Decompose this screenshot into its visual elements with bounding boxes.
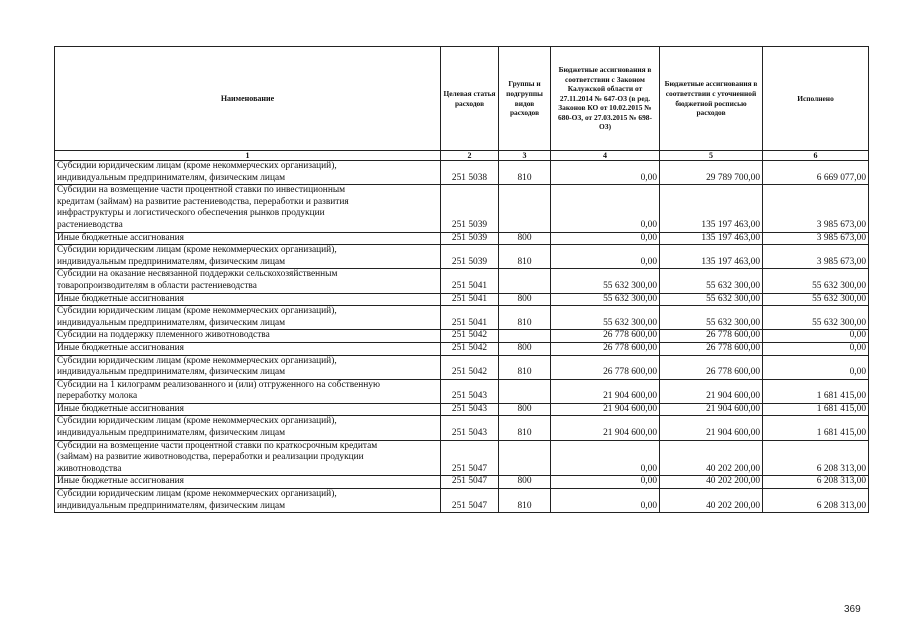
row-target-article: 251 5042 xyxy=(441,330,499,343)
row-name-line: кредитам (займам) на развитие растениеводства, переработки и развития xyxy=(57,196,349,207)
header-expense-groups: Группы и подгруппы видов расходов xyxy=(499,47,551,151)
table-row xyxy=(55,269,869,293)
row-name xyxy=(55,185,441,232)
row-expense-group: 800 xyxy=(499,232,551,245)
row-name xyxy=(55,379,441,403)
row-name xyxy=(55,293,441,306)
row-name xyxy=(55,440,441,476)
row-name xyxy=(55,245,441,269)
row-law-amount: 21 904 600,00 xyxy=(551,416,660,440)
header-name: Наименование xyxy=(55,47,441,151)
table-row xyxy=(55,355,869,379)
row-refined-amount: 26 778 600,00 xyxy=(660,355,763,379)
row-target-article: 251 5041 xyxy=(441,293,499,306)
row-executed-amount: 1 681 415,00 xyxy=(763,379,869,403)
table-row xyxy=(55,330,869,343)
row-refined-amount: 55 632 300,00 xyxy=(660,293,763,306)
row-name-line: Иные бюджетные ассигнования xyxy=(57,342,184,353)
row-name-line: индивидуальным предпринимателям, физическим лицам xyxy=(57,172,286,183)
column-number: 1 xyxy=(55,151,441,161)
header-refined-allocations: Бюджетные ассигнования в соответствии с уточненной бюджетной росписью расходов xyxy=(660,47,763,151)
row-law-amount: 55 632 300,00 xyxy=(551,293,660,306)
row-expense-group xyxy=(499,269,551,293)
row-name-line: Иные бюджетные ассигнования xyxy=(57,403,184,414)
row-target-article: 251 5039 xyxy=(441,185,499,232)
budget-table xyxy=(54,46,869,513)
row-executed-amount: 55 632 300,00 xyxy=(763,269,869,293)
row-executed-amount: 55 632 300,00 xyxy=(763,306,869,330)
row-name-line: животноводства xyxy=(57,463,122,474)
row-law-amount: 0,00 xyxy=(551,489,660,513)
row-law-amount: 0,00 xyxy=(551,185,660,232)
row-target-article: 251 5042 xyxy=(441,342,499,355)
row-target-article: 251 5042 xyxy=(441,355,499,379)
row-executed-amount: 3 985 673,00 xyxy=(763,185,869,232)
row-law-amount: 21 904 600,00 xyxy=(551,403,660,416)
row-refined-amount: 55 632 300,00 xyxy=(660,269,763,293)
row-law-amount: 0,00 xyxy=(551,232,660,245)
row-name-line: Субсидии юридическим лицам (кроме некоммерческих организаций), xyxy=(57,306,337,317)
row-refined-amount: 135 197 463,00 xyxy=(660,232,763,245)
column-number: 2 xyxy=(441,151,499,161)
budget-page xyxy=(54,46,868,513)
table-row xyxy=(55,416,869,440)
row-refined-amount: 40 202 200,00 xyxy=(660,489,763,513)
row-executed-amount: 6 208 313,00 xyxy=(763,440,869,476)
row-name-line: Субсидии на 1 килограмм реализованного и (или) отгруженного на собственную xyxy=(57,379,380,390)
row-name xyxy=(55,269,441,293)
row-refined-amount: 55 632 300,00 xyxy=(660,306,763,330)
column-number: 4 xyxy=(551,151,660,161)
row-target-article: 251 5041 xyxy=(441,306,499,330)
row-executed-amount: 0,00 xyxy=(763,330,869,343)
row-name xyxy=(55,489,441,513)
row-name-line: инфраструктуры и логистического обеспечения рынков продукции xyxy=(57,208,325,219)
row-name-line: Субсидии юридическим лицам (кроме некоммерческих организаций), xyxy=(57,416,337,427)
row-refined-amount: 26 778 600,00 xyxy=(660,330,763,343)
row-expense-group: 810 xyxy=(499,306,551,330)
row-name-line: индивидуальным предпринимателям, физическим лицам xyxy=(57,500,286,511)
row-name-line: Субсидии юридическим лицам (кроме некоммерческих организаций), xyxy=(57,161,337,171)
table-row xyxy=(55,403,869,416)
row-expense-group xyxy=(499,440,551,476)
row-name-line: Субсидии на оказание несвязанной поддержки сельскохозяйственным xyxy=(57,269,338,280)
header-executed: Исполнено xyxy=(763,47,869,151)
row-expense-group: 800 xyxy=(499,293,551,306)
row-name-line: Субсидии на поддержку племенного животноводства xyxy=(57,330,270,341)
row-name xyxy=(55,476,441,489)
row-executed-amount: 1 681 415,00 xyxy=(763,403,869,416)
row-law-amount: 26 778 600,00 xyxy=(551,330,660,343)
table-row xyxy=(55,476,869,489)
row-name xyxy=(55,403,441,416)
column-number-row xyxy=(55,151,869,161)
table-row xyxy=(55,306,869,330)
row-refined-amount: 135 197 463,00 xyxy=(660,245,763,269)
row-name xyxy=(55,306,441,330)
row-name-line: растениеводства xyxy=(57,219,123,230)
row-expense-group xyxy=(499,185,551,232)
table-body xyxy=(55,161,869,513)
row-law-amount: 26 778 600,00 xyxy=(551,342,660,355)
row-executed-amount: 3 985 673,00 xyxy=(763,232,869,245)
row-name-line: (займам) на развитие животноводства, переработки и реализации продукции xyxy=(57,452,364,463)
table-row xyxy=(55,245,869,269)
table-row xyxy=(55,342,869,355)
row-name-line: Субсидии юридическим лицам (кроме некоммерческих организаций), xyxy=(57,489,337,500)
table-row xyxy=(55,293,869,306)
row-target-article: 251 5047 xyxy=(441,476,499,489)
row-name-line: переработку молока xyxy=(57,391,138,402)
page-number: 369 xyxy=(844,604,861,615)
row-executed-amount: 6 669 077,00 xyxy=(763,161,869,185)
row-target-article: 251 5047 xyxy=(441,440,499,476)
row-target-article: 251 5039 xyxy=(441,245,499,269)
row-target-article: 251 5047 xyxy=(441,489,499,513)
row-name-line: Субсидии юридическим лицам (кроме некоммерческих организаций), xyxy=(57,355,337,366)
row-expense-group: 800 xyxy=(499,403,551,416)
row-expense-group: 800 xyxy=(499,476,551,489)
row-name-line: Субсидии на возмещение части процентной ставки по краткосрочным кредитам xyxy=(57,440,378,451)
row-refined-amount: 29 789 700,00 xyxy=(660,161,763,185)
row-name-line: Иные бюджетные ассигнования xyxy=(57,232,184,243)
column-number: 6 xyxy=(763,151,869,161)
row-executed-amount: 6 208 313,00 xyxy=(763,476,869,489)
row-expense-group: 810 xyxy=(499,161,551,185)
row-name xyxy=(55,342,441,355)
row-law-amount: 21 904 600,00 xyxy=(551,379,660,403)
row-name xyxy=(55,232,441,245)
column-number: 3 xyxy=(499,151,551,161)
row-name xyxy=(55,416,441,440)
row-name-line: товаропроизводителям в области растениеводства xyxy=(57,280,257,291)
header-row xyxy=(55,47,869,151)
table-row xyxy=(55,161,869,185)
row-name-line: индивидуальным предпринимателям, физическим лицам xyxy=(57,256,286,267)
row-target-article: 251 5039 xyxy=(441,232,499,245)
row-name xyxy=(55,355,441,379)
row-expense-group: 810 xyxy=(499,416,551,440)
row-name-line: Иные бюджетные ассигнования xyxy=(57,476,184,487)
row-law-amount: 0,00 xyxy=(551,476,660,489)
row-executed-amount: 1 681 415,00 xyxy=(763,416,869,440)
table-row xyxy=(55,232,869,245)
row-refined-amount: 21 904 600,00 xyxy=(660,403,763,416)
row-name-line: индивидуальным предпринимателям, физическим лицам xyxy=(57,317,286,328)
row-name xyxy=(55,330,441,343)
row-law-amount: 0,00 xyxy=(551,161,660,185)
row-refined-amount: 40 202 200,00 xyxy=(660,476,763,489)
row-refined-amount: 40 202 200,00 xyxy=(660,440,763,476)
row-executed-amount: 0,00 xyxy=(763,342,869,355)
row-target-article: 251 5043 xyxy=(441,416,499,440)
row-refined-amount: 26 778 600,00 xyxy=(660,342,763,355)
row-law-amount: 55 632 300,00 xyxy=(551,306,660,330)
row-expense-group: 800 xyxy=(499,342,551,355)
header-law-allocations: Бюджетные ассигнования в соответствии с Законом Калужской области от 27.11.2014 № 647-ОЗ (в ред. Законов КО от 10.02.2015 № 680-ОЗ, от 27.03.2015 № 698-ОЗ) xyxy=(551,47,660,151)
row-expense-group xyxy=(499,379,551,403)
table-row xyxy=(55,379,869,403)
row-expense-group: 810 xyxy=(499,245,551,269)
row-name-line: индивидуальным предпринимателям, физическим лицам xyxy=(57,428,286,439)
row-name xyxy=(55,161,441,185)
row-target-article: 251 5038 xyxy=(441,161,499,185)
row-target-article: 251 5043 xyxy=(441,379,499,403)
table-row xyxy=(55,185,869,232)
row-law-amount: 0,00 xyxy=(551,440,660,476)
table-row xyxy=(55,489,869,513)
row-executed-amount: 6 208 313,00 xyxy=(763,489,869,513)
row-expense-group: 810 xyxy=(499,355,551,379)
row-law-amount: 55 632 300,00 xyxy=(551,269,660,293)
row-executed-amount: 0,00 xyxy=(763,355,869,379)
row-refined-amount: 135 197 463,00 xyxy=(660,185,763,232)
column-number: 5 xyxy=(660,151,763,161)
row-expense-group xyxy=(499,330,551,343)
row-law-amount: 26 778 600,00 xyxy=(551,355,660,379)
row-target-article: 251 5041 xyxy=(441,269,499,293)
row-refined-amount: 21 904 600,00 xyxy=(660,416,763,440)
row-law-amount: 0,00 xyxy=(551,245,660,269)
row-name-line: Иные бюджетные ассигнования xyxy=(57,293,184,304)
row-target-article: 251 5043 xyxy=(441,403,499,416)
row-refined-amount: 21 904 600,00 xyxy=(660,379,763,403)
row-executed-amount: 55 632 300,00 xyxy=(763,293,869,306)
row-name-line: индивидуальным предпринимателям, физическим лицам xyxy=(57,367,286,378)
row-name-line: Субсидии на возмещение части процентной ставки по инвестиционным xyxy=(57,185,346,196)
row-executed-amount: 3 985 673,00 xyxy=(763,245,869,269)
header-target-article: Целевая статья расходов xyxy=(441,47,499,151)
table-row xyxy=(55,440,869,476)
row-name-line: Субсидии юридическим лицам (кроме некоммерческих организаций), xyxy=(57,245,337,256)
row-expense-group: 810 xyxy=(499,489,551,513)
